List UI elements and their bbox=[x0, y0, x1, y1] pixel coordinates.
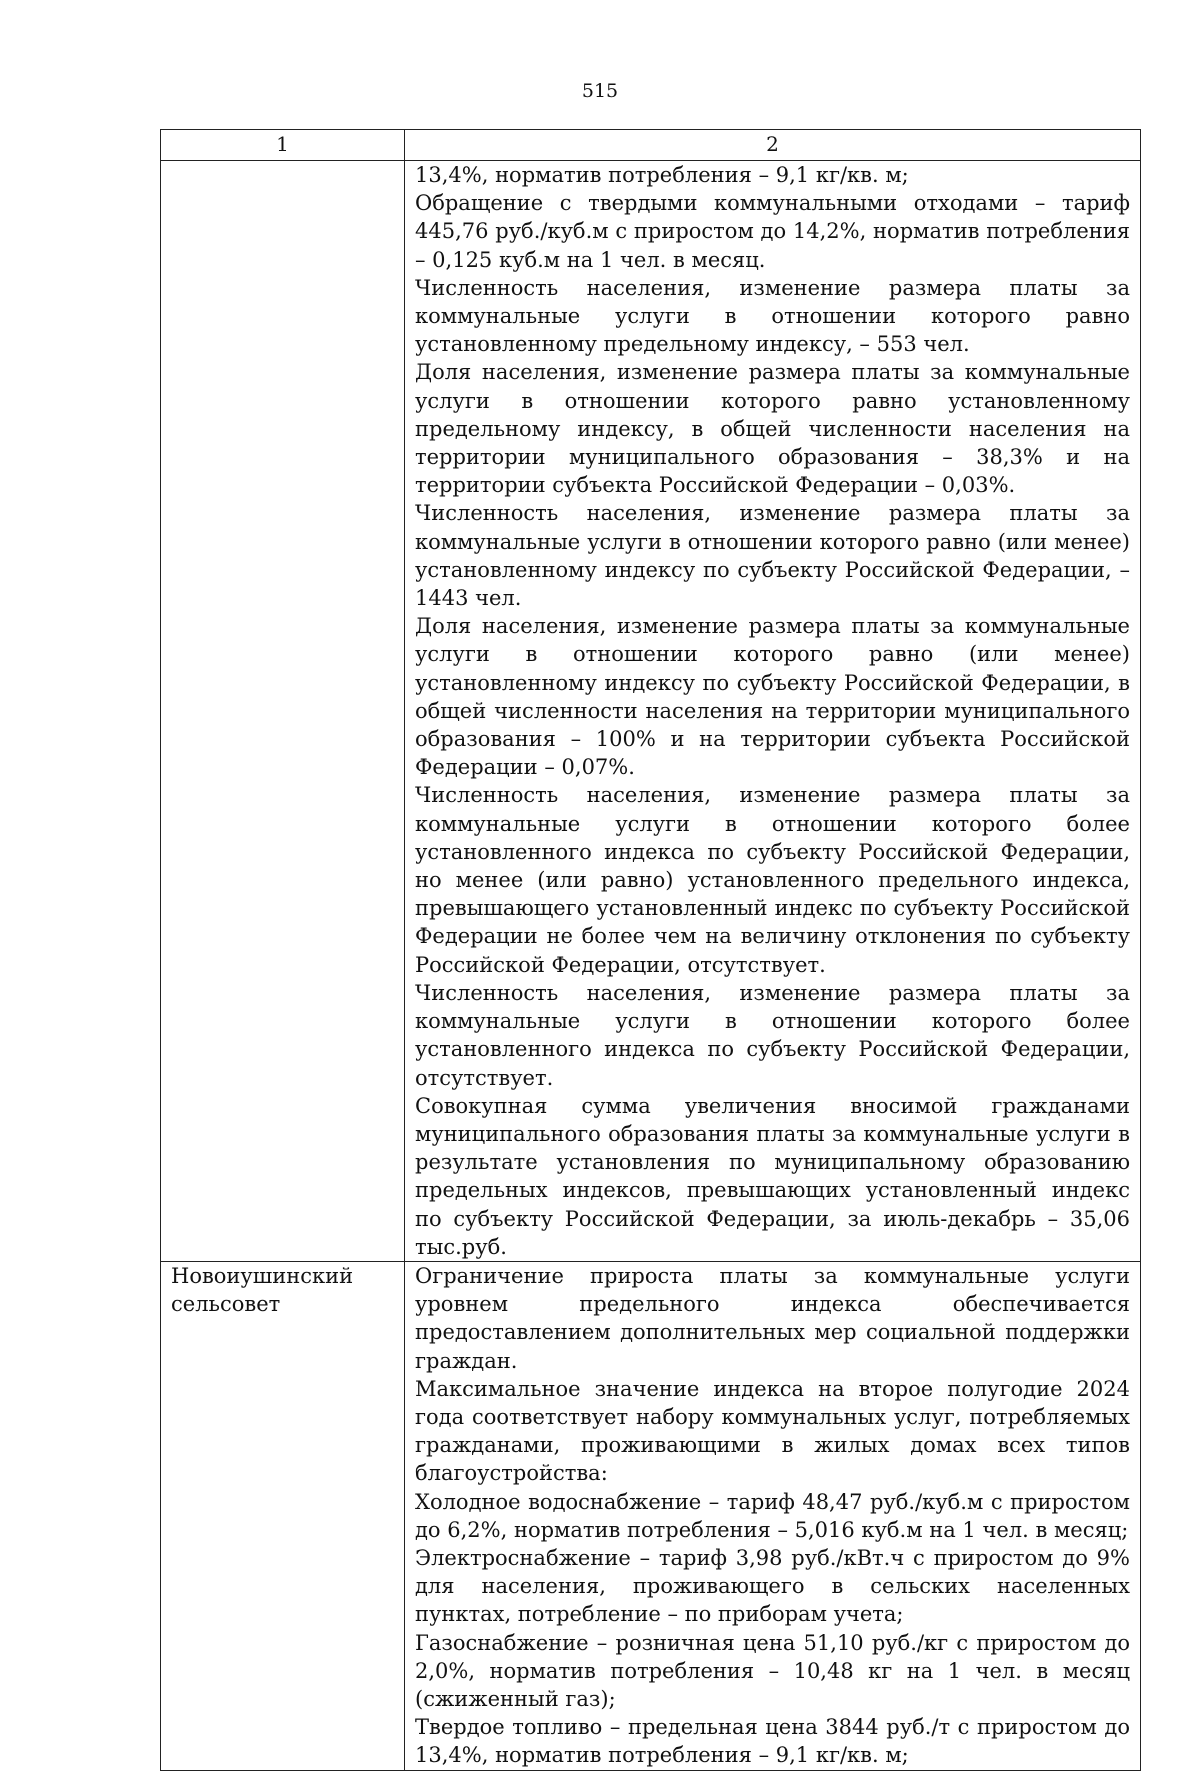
paragraph: Газоснабжение – розничная цена 51,10 руб./кг с приростом до 2,0%, норматив потребления – 10,48 кг на 1 чел. в месяц (сжиженный газ); bbox=[415, 1630, 1130, 1711]
document-table bbox=[160, 129, 1141, 1771]
paragraph: Численность населения, изменение размера платы за коммунальные услуги в отношении которого более установленного индекса по субъекту Российской Федерации, отсутствует. bbox=[415, 980, 1130, 1090]
paragraph: Доля населения, изменение размера платы за коммунальные услуги в отношении которого равно установленному предельному индексу, в общей численности населения на территории муниципального образования – 38,3% и на территории субъекта Российской Федерации – 0,03%. bbox=[415, 360, 1130, 498]
paragraph: Совокупная сумма увеличения вносимой гражданами муниципального образования платы за коммунальные услуги в результате установления по муниципальному образованию предельных индексов, превышающих установленный индекс по субъекту Российской Федерации, за июль-декабрь – 35,06 тыс.руб. bbox=[415, 1093, 1130, 1259]
paragraph: Численность населения, изменение размера платы за коммунальные услуги в отношении которого равно установленному предельному индексу, – 553 чел. bbox=[415, 275, 1130, 357]
row-label bbox=[161, 161, 405, 1262]
paragraph: Холодное водоснабжение – тариф 48,47 руб./куб.м с приростом до 6,2%, норматив потребления – 5,016 куб.м на 1 чел. в месяц; bbox=[415, 1489, 1130, 1542]
row-content bbox=[405, 161, 1141, 1262]
paragraph: Максимальное значение индекса на второе полугодие 2024 года соответствует набору коммунальных услуг, потребляемых гражданами, проживающими в жилых домах всех типов благоустройства: bbox=[415, 1376, 1130, 1486]
paragraph: Ограничение прироста платы за коммунальные услуги уровнем предельного индекса обеспечивается предоставлением дополнительных мер социальной поддержки граждан. bbox=[415, 1263, 1130, 1373]
paragraph: Твердое топливо – предельная цена 3844 руб./т с приростом до 13,4%, норматив потребления – 9,1 кг/кв. м; bbox=[415, 1715, 1130, 1768]
page-number: 515 bbox=[581, 80, 619, 102]
paragraph: 13,4%, норматив потребления – 9,1 кг/кв. м; bbox=[415, 163, 909, 187]
table-row bbox=[161, 1261, 1141, 1770]
column-header-1: 1 bbox=[161, 130, 405, 161]
table-header-row bbox=[161, 130, 1141, 161]
paragraph: Обращение с твердыми коммунальными отходами – тариф 445,76 руб./куб.м с приростом до 14,2%, норматив потребления – 0,125 куб.м на 1 чел. в месяц. bbox=[415, 191, 1130, 272]
paragraph: Электроснабжение – тариф 3,98 руб./кВт.ч с приростом до 9% для населения, проживающего в сельских населенных пунктах, потребление – по приборам учета; bbox=[415, 1545, 1130, 1627]
table-row bbox=[161, 161, 1141, 1262]
paragraph: Численность населения, изменение размера платы за коммунальные услуги в отношении которого равно (или менее) установленному индексу по субъекту Российской Федерации, – 1443 чел. bbox=[415, 501, 1130, 611]
column-header-2: 2 bbox=[405, 130, 1141, 161]
paragraph: Численность населения, изменение размера платы за коммунальные услуги в отношении которого более установленного индекса по субъекту Российской Федерации, но менее (или равно) установленного предельного индекса, превышающего установленный индекс по субъекту Российской Федерации не более чем на величину отклонения по субъекту Российской Федерации, отсутствует. bbox=[415, 783, 1130, 977]
paragraph: Доля населения, изменение размера платы за коммунальные услуги в отношении которого равно (или менее) установленному индексу по субъекту Российской Федерации, в общей численности населения на территории муниципального образования – 100% и на территории субъекта Российской Федерации – 0,07%. bbox=[415, 614, 1130, 780]
row-content bbox=[405, 1261, 1141, 1770]
row-label: Новоиушинский сельсовет bbox=[161, 1261, 405, 1770]
